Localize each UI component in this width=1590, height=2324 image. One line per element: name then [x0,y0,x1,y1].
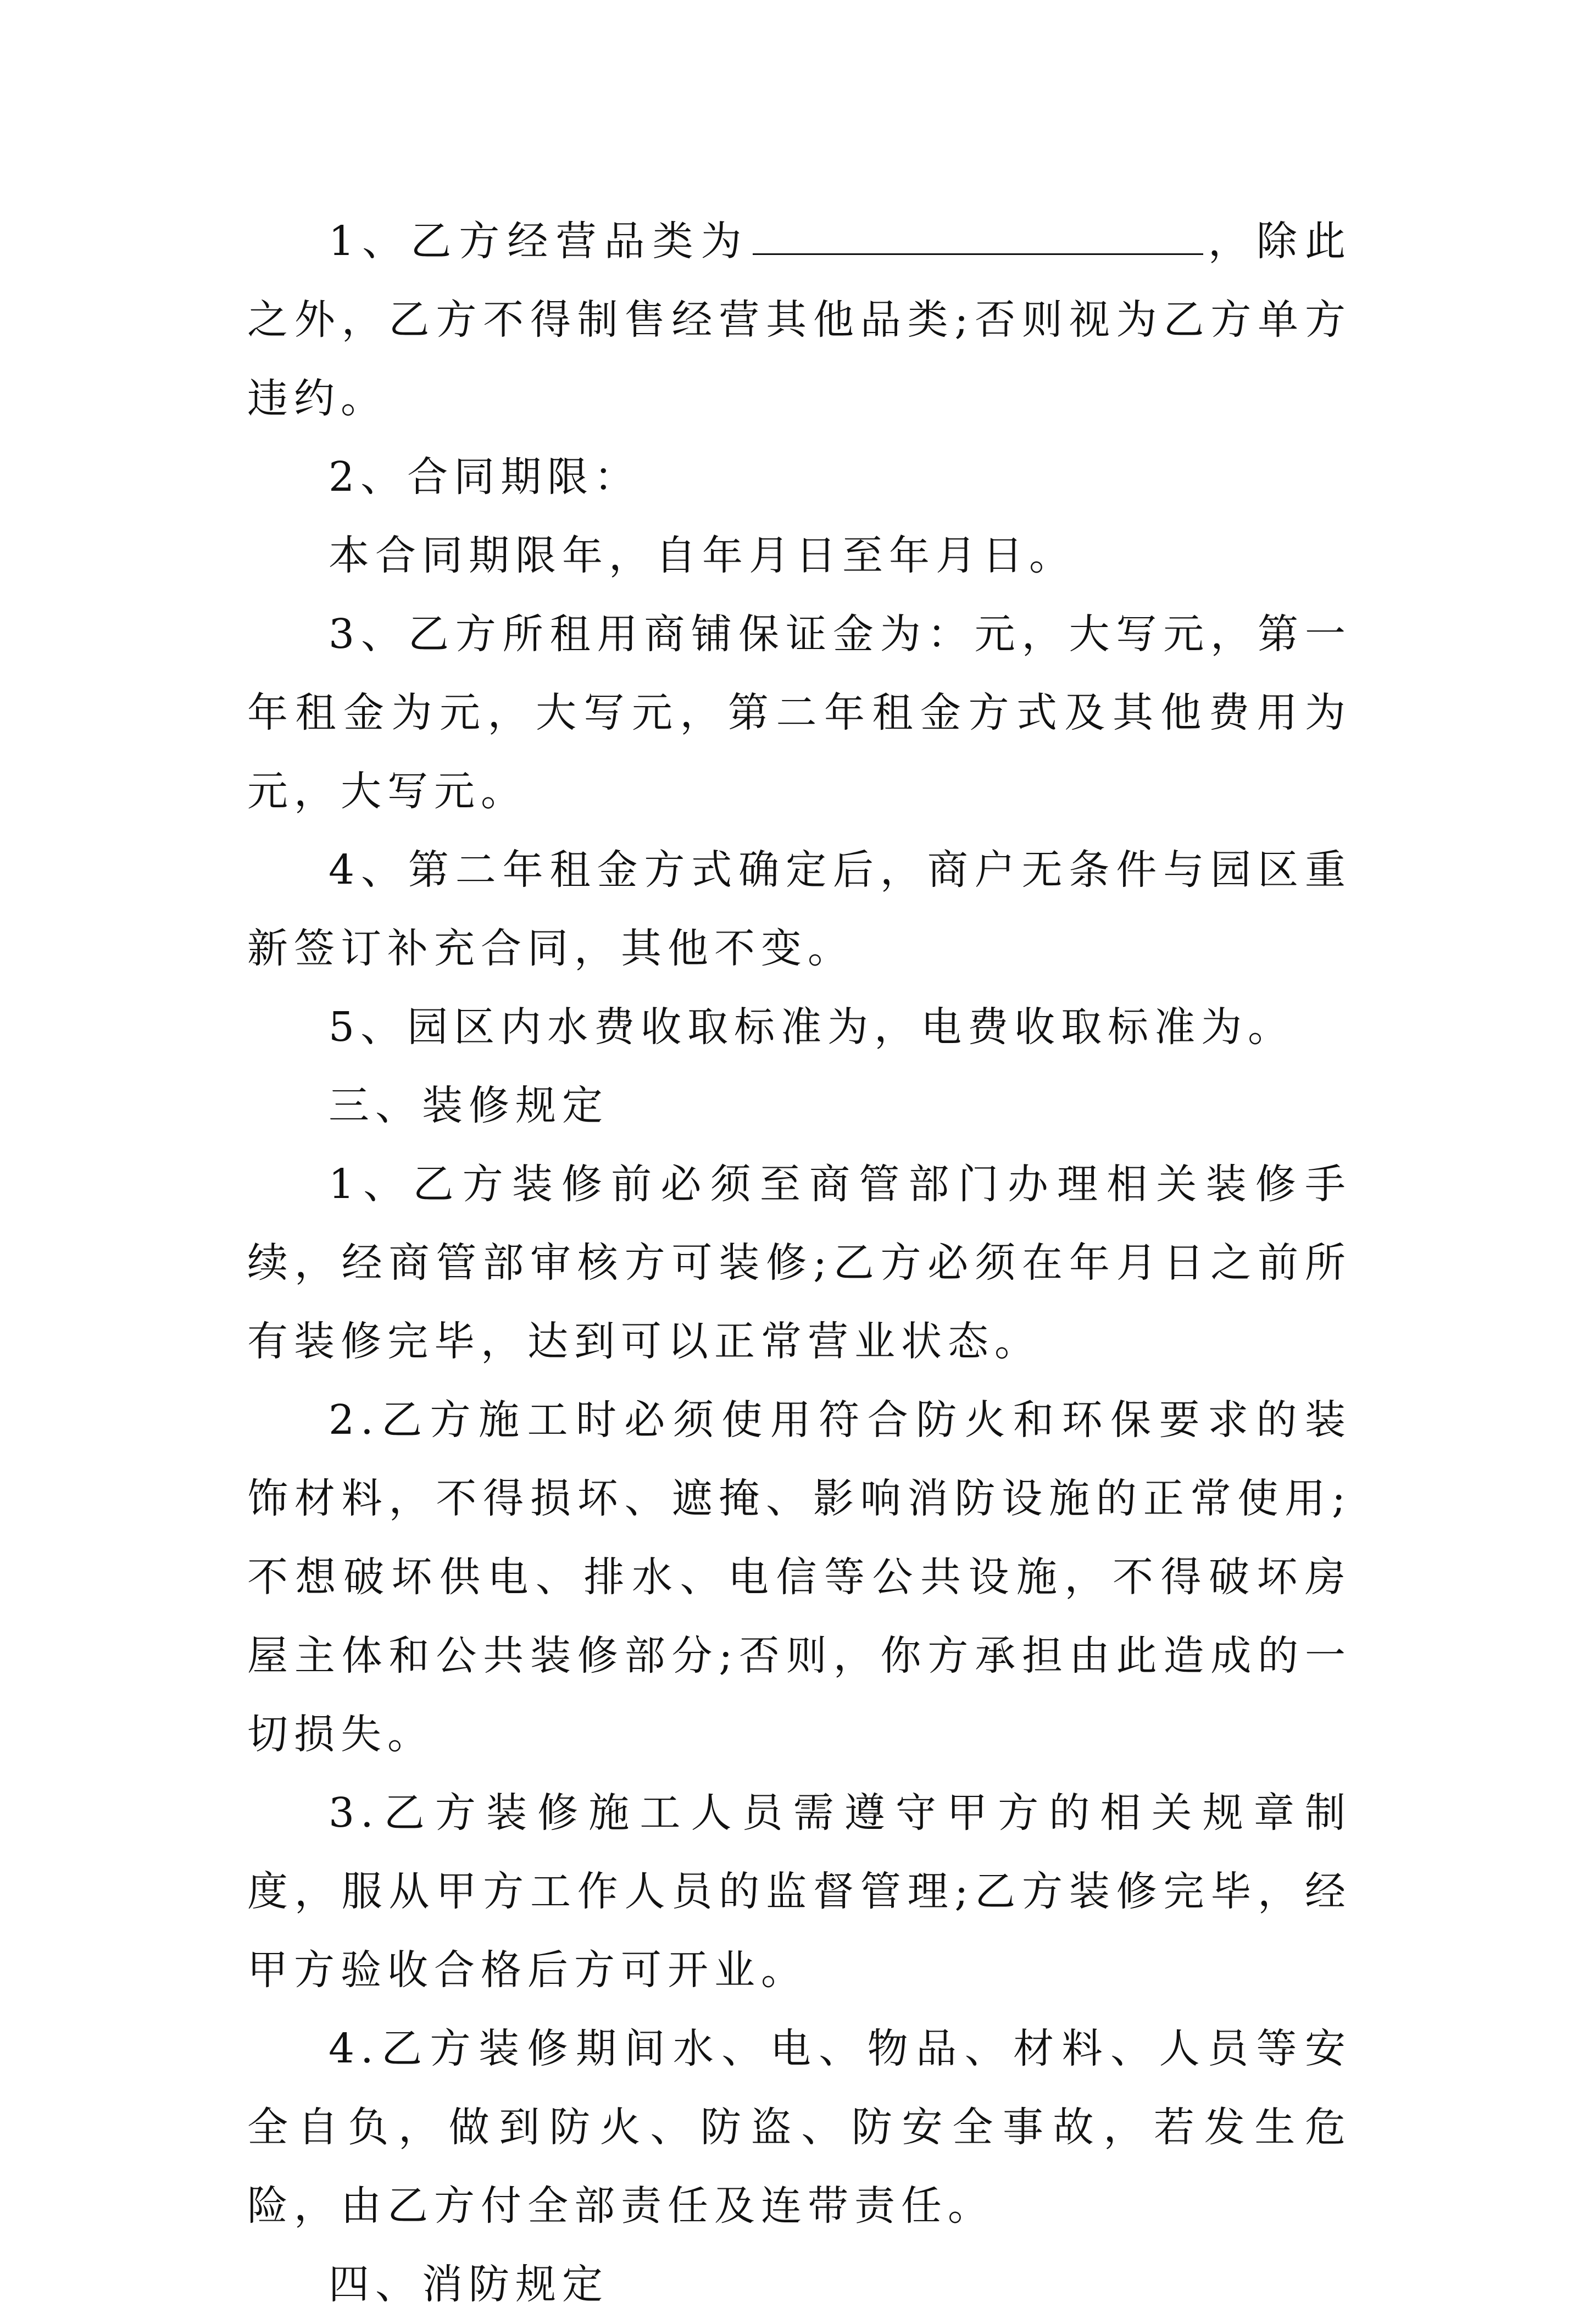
paragraph-contract-term: 本合同期限年，自年月日至年月日。 [329,532,1076,579]
section-heading-renovation: 三、装修规定 [329,1082,609,1129]
paragraph-second-year-rent: 4、第二年租金方式确定后，商户无条件与园区重新签订补充合同，其他不变。 [247,846,1352,972]
paragraph-utility-fees: 5、园区内水费收取标准为，电费收取标准为。 [329,1003,1295,1051]
paragraph-renovation-2: 2.乙方施工时必须使用符合防火和环保要求的装饰材料，不得损坏、遮掩、影响消防设施的正常使用;不想破坏供电、排水、电信等公共设施，不得破坏房屋主体和公共装修部分;否则，你方承担由此造成的一切损失。 [247,1396,1352,1758]
paragraph-category-clause [247,202,1352,438]
section-heading-fire-safety: 四、消防规定 [329,2261,609,2308]
paragraph-deposit-rent: 3、乙方所租用商铺保证金为：元，大写元，第一年租金为元，大写元，第二年租金方式及其他费用为元，大写元。 [247,611,1352,815]
paragraph-renovation-4: 4.乙方装修期间水、电、物品、材料、人员等安全自负，做到防火、防盗、防安全事故，若发生危险，由乙方付全部责任及连带责任。 [247,2025,1352,2229]
paragraph-text: ，除此之外，乙方不得制售经营其他品类;否则视为乙方单方违约。 [247,218,1352,422]
paragraph-renovation-1: 1、乙方装修前必须至商管部门办理相关装修手续，经商管部审核方可装修;乙方必须在年月日之前所有装修完毕，达到可以正常营业状态。 [247,1161,1352,1365]
paragraph-renovation-3: 3.乙方装修施工人员需遵守甲方的相关规章制度，服从甲方工作人员的监督管理;乙方装修完毕，经甲方验收合格后方可开业。 [247,1789,1352,1994]
paragraph-text: 1、乙方经营品类为 [329,218,749,265]
paragraph-contract-term-heading: 2、合同期限： [329,453,641,501]
document-body [247,202,1352,2324]
fill-in-blank [753,214,1203,255]
